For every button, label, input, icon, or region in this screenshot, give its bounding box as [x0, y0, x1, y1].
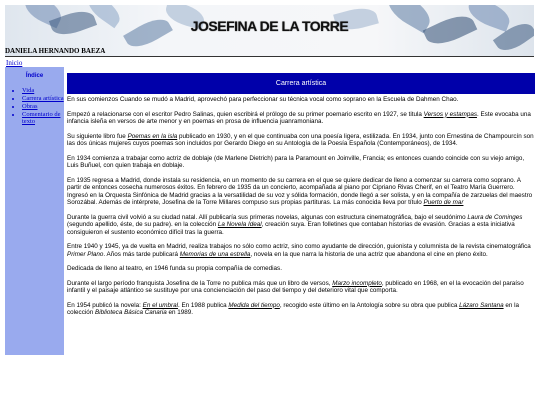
- paragraph: [67, 243, 535, 258]
- book-link[interactable]: Marzo incompleto: [332, 279, 382, 287]
- paragraph: [67, 214, 535, 237]
- header-banner: [5, 5, 534, 56]
- paragraph-text: , recogido este último en la Antología sobre su obra que publica: [279, 301, 460, 309]
- main-content: [67, 96, 535, 324]
- paragraph-text: en la colección: [67, 301, 519, 316]
- sidebar: [5, 67, 64, 355]
- paragraph-text: (segundo apellido, éste, de su padre). en la colección: [67, 221, 218, 228]
- paragraph: [67, 111, 535, 126]
- pseudonym: Laura de Cominges: [467, 213, 523, 221]
- page-title: JOSEFINA DE LA TORRE: [190, 18, 349, 34]
- paragraph: [67, 155, 535, 170]
- novel-link[interactable]: En el umbral: [142, 301, 178, 309]
- paragraph-text: Durante la guerra civil volvió a su ciudad natal. Allí publicaría sus primeras novelas, algunas con estructura cinematográfica, bajo el seudónimo: [67, 213, 468, 221]
- sidebar-item-carrera[interactable]: [22, 95, 64, 102]
- song-link[interactable]: Puerto de mar: [423, 199, 464, 206]
- paragraph: [67, 177, 535, 207]
- paragraph: [67, 302, 535, 317]
- author-name: DANIELA HERNANDO BAEZA: [5, 47, 106, 55]
- paragraph: [67, 265, 535, 273]
- paragraph-text: , novela en la que narra la historia de una actriz que abandona el cine en pleno éxito.: [250, 250, 488, 258]
- sidebar-item-obras[interactable]: [22, 103, 64, 110]
- paragraph-text: . Este evocaba una infancia isleña en versos de arte menor y en poemas en prosa de influencia juanramoniana.: [67, 110, 531, 125]
- collection-link[interactable]: La Novela Ideal: [217, 221, 262, 228]
- sidebar-item-label[interactable]: Comentario de texto: [22, 111, 61, 125]
- paragraph-text: Empezó a relacionarse con el escritor Pedro Salinas, quien escribirá el prólogo de su primer poemario escrito en 1927, se titula: [67, 110, 424, 118]
- sidebar-item-label[interactable]: Obras: [22, 103, 38, 110]
- book-link[interactable]: Poemas en la isla: [127, 132, 178, 140]
- paragraph: [67, 96, 535, 104]
- paragraph-text: publicado en 1930, y en el que continuaba con una poesía ligera, estilizada. En 1934, junto con Ernestina de Champourcín son las dos únicas mujeres cuyos poemas son incluidos por Gerardo Diego en su Antología de la Poesía Española (Contemporáneos), de 1934.: [67, 132, 534, 147]
- paragraph-text: Durante el largo período franquista Josefina de la Torre no publica más que un libro de versos,: [67, 279, 333, 287]
- sidebar-list: [5, 87, 64, 125]
- header-divider: [5, 56, 534, 57]
- sidebar-item-vida[interactable]: [22, 87, 64, 94]
- sidebar-item-label[interactable]: Vida: [22, 87, 35, 94]
- collection-name: Biblioteca Básica Canaria: [95, 309, 167, 316]
- book-link[interactable]: Versos y estampas: [423, 110, 477, 118]
- home-link[interactable]: Inicio: [6, 59, 23, 67]
- paragraph-text: Entre 1940 y 1945, ya de vuelta en Madrid, realiza trabajos no sólo como actriz, sino como ayudante de dirección, guionista y columnista de la revista cinematográfica: [67, 243, 531, 250]
- paragraph-text: Su siguiente libro fue: [67, 132, 128, 140]
- paragraph-text: . En 1988 publica: [177, 301, 229, 309]
- sidebar-item-comentario[interactable]: [22, 111, 64, 125]
- paragraph-text: , publicado en 1968, en el la evocación del paraíso infantil y el paisaje atlántico se sustituye por una concienciación del paso del tiempo y del deterioro vital que comporta.: [67, 279, 524, 294]
- author-link[interactable]: Lázaro Santana: [459, 301, 504, 309]
- sidebar-item-label[interactable]: Carrera artística: [22, 95, 64, 102]
- paragraph-text: Dedicada de lleno al teatro, en 1946 funda su propia compañía de comedias.: [67, 265, 282, 272]
- paragraph-text: En 1935 regresa a Madrid, donde instala su residencia, en un momento de su carrera en el que se quiere dedicar de lleno a comenzar su carrera como soprano. A partir de entonces cosecha numerosos éxitos. En febrero de 1935 da un concierto, acompañada al piano por Cipriano Rivas Cherif, en el Teatro María Guerrero.: [67, 176, 521, 191]
- paragraph-text: En 1934 comienza a trabajar como actriz de doblaje (de Marlene Dietrich) para la Paramount en Joinville, Francia; es entonces cuando coincide con su viejo amigo, Luis Buñuel, con quien trabaja en doblaje.: [67, 154, 525, 169]
- paragraph-text: , creación suya. Eran folletines que contaban historias de evasión. Gracias a esta iniciativa consiguieron el sustento económico difícil tras la guerra.: [67, 221, 515, 236]
- paragraph-text: . Años más tarde publicará: [103, 250, 180, 258]
- paragraph-text: Ingresó en la Orquesta Sinfónica de Madrid gracias a la versatilidad de su voz y sólida formación, donde llegó a ser solista, y en la compañía de zarzuelas del maestro Sorozábal. Además de intérprete, Josefina de la Torre Millares compuso sus propias partituras. La más conocida lleva por título: [67, 191, 533, 206]
- paragraph-text: en 1989.: [166, 309, 194, 316]
- paragraph-text: En sus comienzos Cuando se mudó a Madrid, aprovechó para perfeccionar su técnica vocal como soprano en la Escuela de Dahmen Chao.: [67, 96, 459, 103]
- paragraph-text: En 1954 publicó la novela:: [67, 301, 143, 309]
- novel-link[interactable]: Memorias de una estrella: [179, 250, 251, 258]
- magazine-name: Primer Plano: [67, 250, 104, 258]
- section-header: Carrera artística: [67, 73, 535, 94]
- paragraph: [67, 280, 535, 295]
- book-link[interactable]: Medida del tiempo: [228, 301, 280, 309]
- sidebar-title: Índice: [25, 73, 44, 79]
- paragraph: [67, 133, 535, 148]
